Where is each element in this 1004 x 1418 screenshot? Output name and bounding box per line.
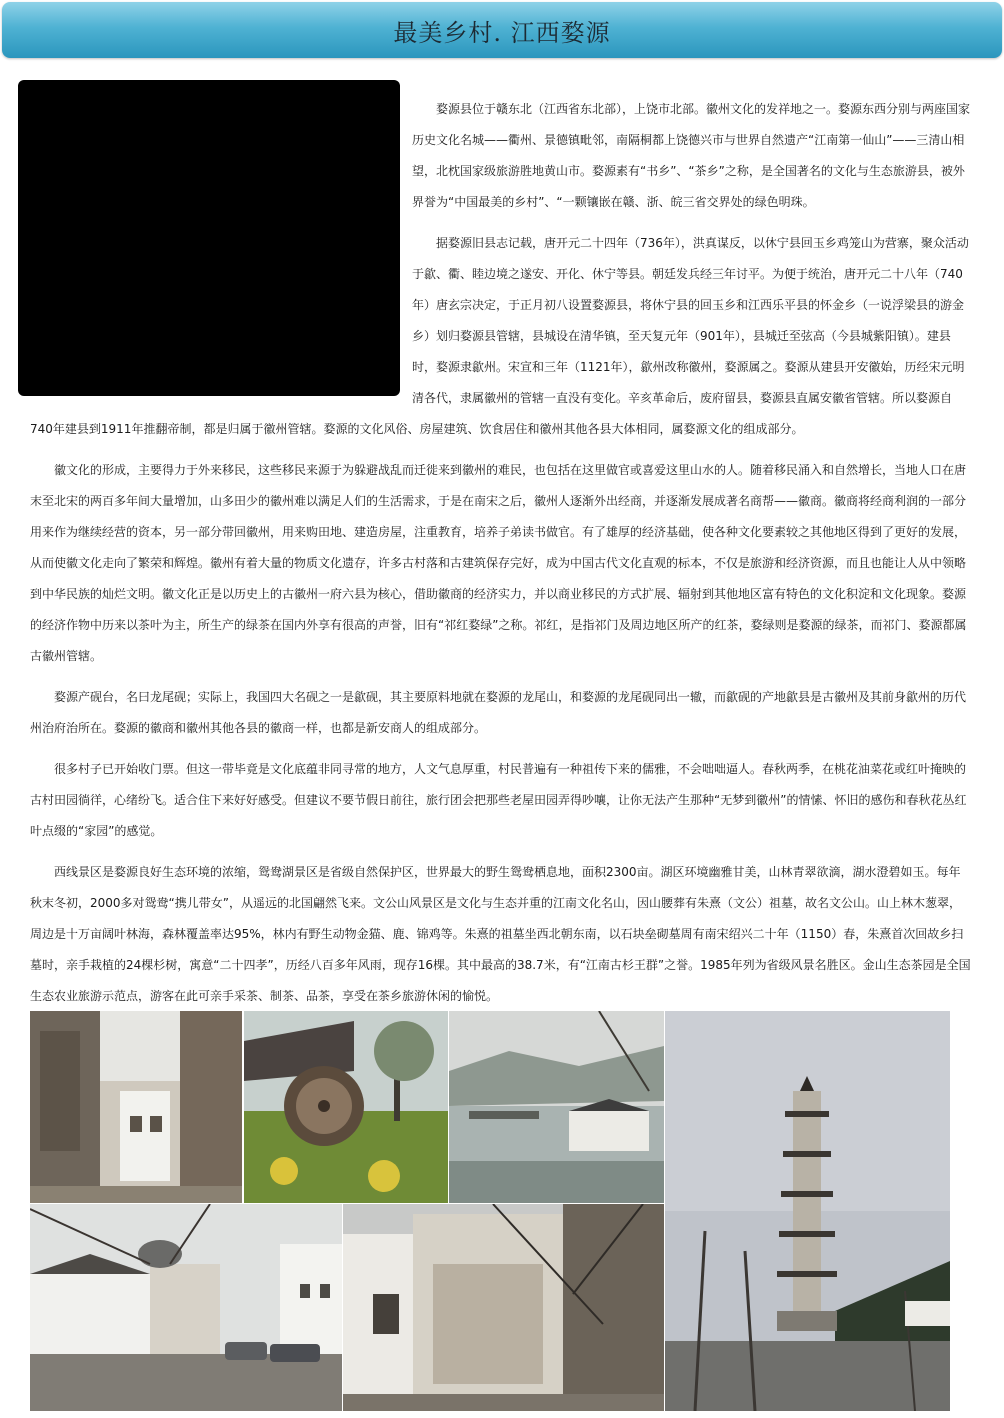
hero-video-player[interactable] xyxy=(18,80,400,396)
photo-village-street xyxy=(30,1204,342,1411)
paragraph-intro: 婺源县位于赣东北（江西省东北部），上饶市北部。徽州文化的发祥地之一。婺源东西分别与两座国家历史文化名城——衢州、景德镇毗邻，南隔桐都上饶德兴市与世界自然遗产“江南第一仙山”——三清山相望，北枕国家级旅游胜地黄山市。婺源素有“书乡”、“茶乡”之称，是全国著名的文化与生态旅游县，被外界誉为“中国最美的乡村”、“一颗镶嵌在赣、浙、皖三省交界处的绿色明珠。 xyxy=(412,102,971,209)
photo-waterwheel xyxy=(244,1011,448,1203)
photo-alley xyxy=(30,1011,242,1203)
photo-old-wall xyxy=(343,1204,664,1411)
paragraph-hui-culture: 徽文化的形成，主要得力于外来移民，这些移民来源于为躲避战乱而迁徙来到徽州的难民，也包括在这里做官或喜爱这里山水的人。随着移民涌入和自然增长，当地人口在唐末至北宋的两百多年间大量增加，山多田少的徽州难以满足人们的生活需求，于是在南宋之后，徽州人逐渐外出经商，并逐渐发展成著名商帮——徽商。徽商将经商利润的一部分用来作为继续经营的资本，另一部分带回徽州，用来购田地、建造房屋，注重教育，培养子弟读书做官。有了雄厚的经济基础，使各种文化要素较之其他地区得到了更好的发展，从而使徽文化走向了繁荣和辉煌。徽州有着大量的物质文化遗存，许多古村落和古建筑保存完好，成为中国古代文化直观的标本，不仅是旅游和经济资源，而且也能让人从中领略到中华民族的灿烂文明。徽文化正是以历史上的古徽州一府六县为核心，借助徽商的经济实力，并以商业移民的方式扩展、辐射到其他地区富有特色的文化积淀和文化现象。婺源的经济作物中历来以茶叶为主，所生产的绿茶在国内外享有很高的声誉，旧有“祁红婺绿”之称。祁红，是指祁门及周边地区所产的红茶，婺绿则是婺源的绿茶，而祁门、婺源都属古徽州管辖。 xyxy=(30,463,967,663)
article-body xyxy=(30,94,972,1022)
photo-river-village xyxy=(449,1011,664,1203)
paragraph-history: 据婺源旧县志记载，唐开元二十四年（736年），洪真谋反，以休宁县回玉乡鸡笼山为营寨，聚众活动于歙、衢、睦边境之遂安、开化、休宁等县。朝廷发兵经三年讨平。为便于统治，唐开元二十八年（740年）唐玄宗决定，于正月初八设置婺源县，将休宁县的回玉乡和江西乐平县的怀金乡（一说浮梁县的游金乡）划归婺源县管辖，县城设在清华镇，至天复元年（901年），县城迁至弦高（今县城紫阳镇）。建县时，婺源隶歙州。宋宣和三年（1121年），歙州改称徽州，婺源属之。婺源从建县开安徽始，历经宋元明清各代，隶属徽州的管辖一直没有变化。辛亥革命后，废府留县，婺源县直属安徽省管辖。所以婺源自740年建县到1911年推翻帝制，都是归属于徽州管辖。婺源的文化风俗、房屋建筑、饮食居住和徽州其他各县大体相同，属婺源文化的组成部分。 xyxy=(30,236,969,436)
paragraph-inkstone: 婺源产砚台，名曰龙尾砚；实际上，我国四大名砚之一是歙砚，其主要原料地就在婺源的龙尾山，和婺源的龙尾砚同出一辙，而歙砚的产地歙县是古徽州及其前身歙州的历代州治府治所在。婺源的徽商和徽州其他各县的徽商一样，也都是新安商人的组成部分。 xyxy=(30,690,967,735)
photo-pagoda xyxy=(665,1011,950,1411)
page-title: 最美乡村. 江西婺源 xyxy=(393,18,611,47)
title-banner xyxy=(2,2,1002,58)
paragraph-travel-tips: 很多村子已开始收门票。但这一带毕竟是文化底蕴非同寻常的地方，人文气息厚重，村民普遍有一种祖传下来的儒雅，不会咄咄逼人。春秋两季，在桃花油菜花或红叶掩映的古村田园徜徉，心绪纷飞。适合住下来好好感受。但建议不要节假日前往，旅行团会把那些老屋田园弄得吵嚷，让你无法产生那种“无梦到徽州”的情愫、怀旧的感伤和春秋花丛红叶点缀的“家园”的感觉。 xyxy=(30,762,967,838)
paragraph-west-scenic: 西线景区是婺源良好生态环境的浓缩，鸳鸯湖景区是省级自然保护区，世界最大的野生鸳鸯栖息地，面积2300亩。湖区环境幽雅甘美，山林青翠欲滴，湖水澄碧如玉。每年秋末冬初，2000多对鸳鸯“携儿带女”，从遥远的北国翩然飞来。文公山风景区是文化与生态并重的江南文化名山，因山腰葬有朱熹（文公）祖墓，故名文公山。山上林木葱翠，周边是十万亩阔叶林海，森林覆盖率达95%，林内有野生动物金猫、鹿、锦鸡等。朱熹的祖墓坐西北朝东南，以石块垒砌墓周有南宋绍兴二十年（1150）春，朱熹首次回故乡扫墓时，亲手栽植的24棵杉树，寓意“二十四孝”，历经八百多年风雨，现存16棵。其中最高的38.7米，有“江南古杉王群”之誉。1985年列为省级风景名胜区。金山生态茶园是全国生态农业旅游示范点，游客在此可亲手采茶、制茶、品茶，享受在茶乡旅游休闲的愉悦。 xyxy=(30,865,971,1003)
